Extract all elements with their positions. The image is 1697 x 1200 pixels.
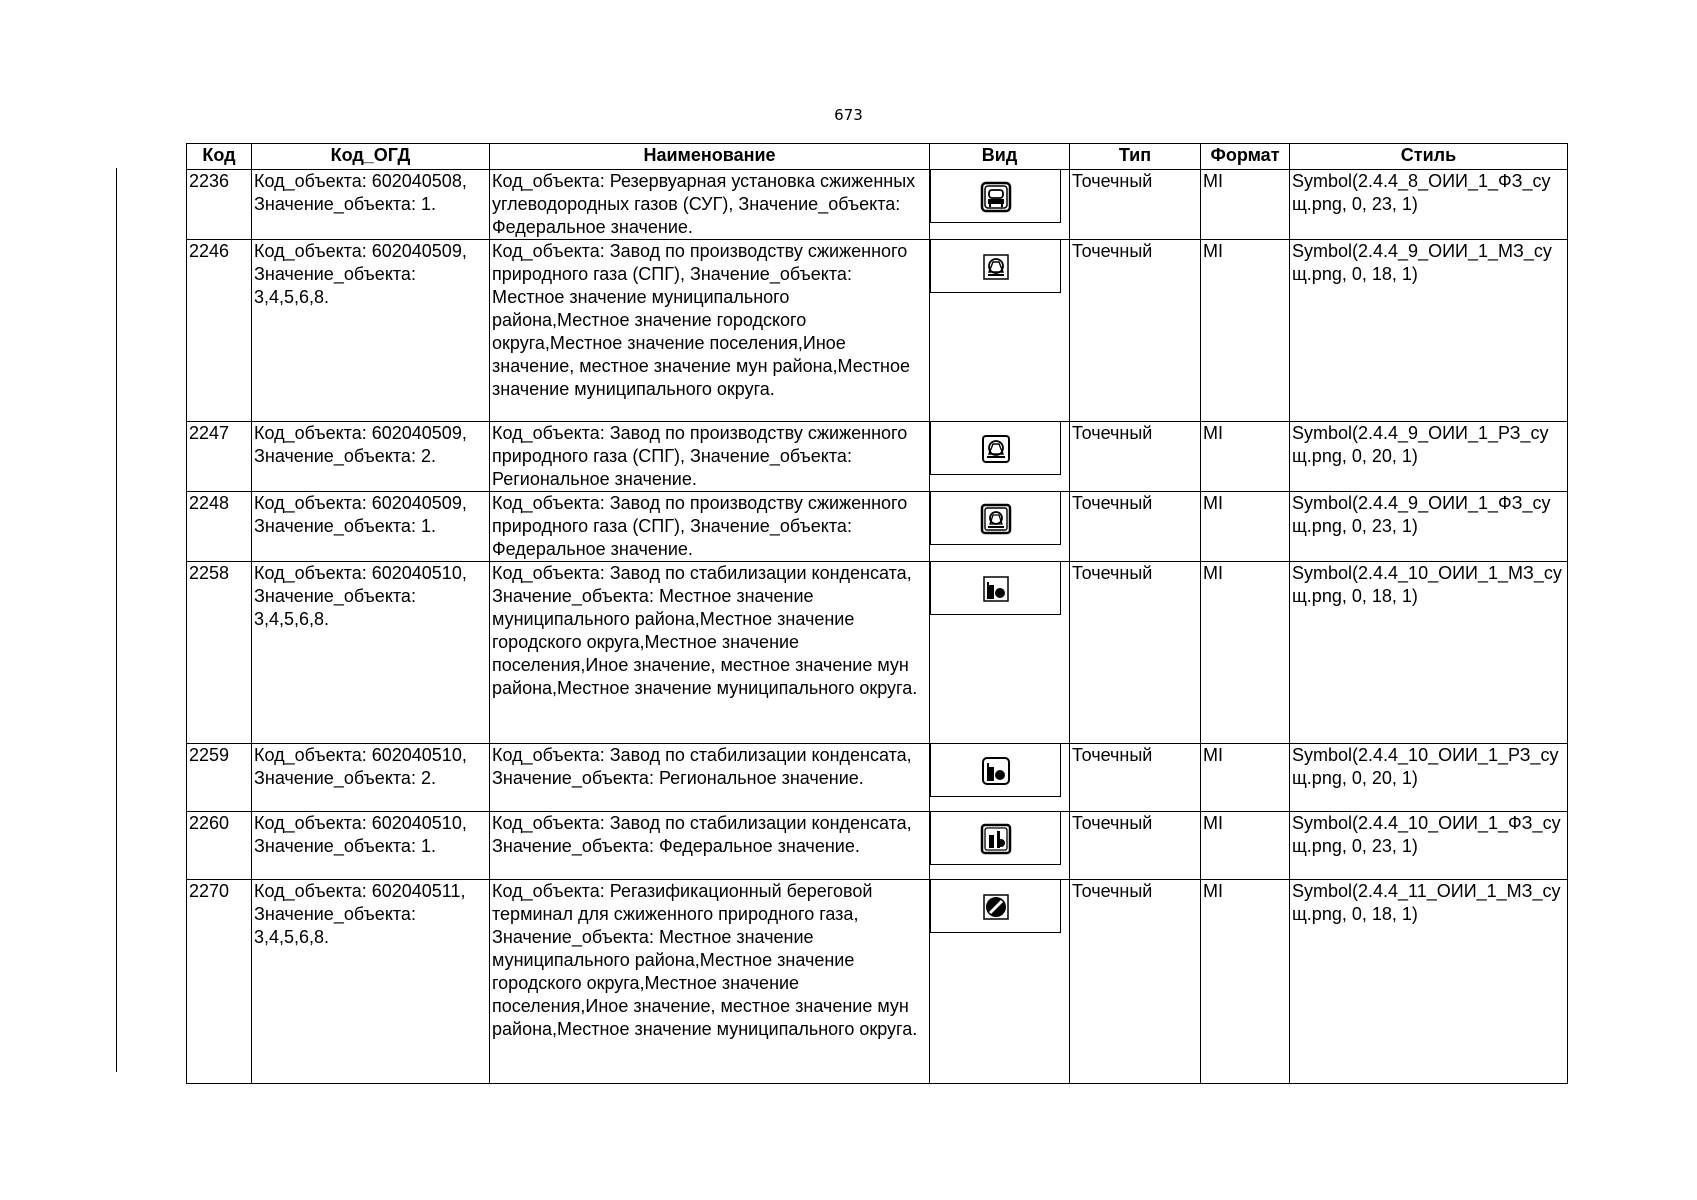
cell-kod: 2247 (187, 422, 252, 492)
symbol-frame (930, 562, 1061, 616)
cell-style: Symbol(2.4.4_8_ОИИ_1_ФЗ_сущ.png, 0, 23, 1) (1290, 170, 1568, 240)
cell-kod: 2248 (187, 492, 252, 562)
cell-tip: Точечный (1070, 422, 1201, 492)
cell-kod-ogd: Код_объекта: 602040510, Значение_объекта: 1. (252, 812, 490, 880)
table-row (187, 744, 1568, 812)
cell-format: MI (1201, 170, 1290, 240)
lng-plant-regional-icon (979, 432, 1013, 466)
cell-vid (930, 240, 1070, 422)
cell-kod: 2270 (187, 880, 252, 1084)
cell-format: MI (1201, 562, 1290, 744)
cell-kod-ogd: Код_объекта: 602040511, Значение_объекта: 3,4,5,6,8. (252, 880, 490, 1084)
cell-name: Код_объекта: Завод по производству сжиженного природного газа (СПГ), Значение_объекта: Федеральное значение. (490, 492, 930, 562)
header-kod-ogd: Код_ОГД (252, 144, 490, 170)
cell-vid (930, 492, 1070, 562)
cell-kod-ogd: Код_объекта: 602040510, Значение_объекта: 3,4,5,6,8. (252, 562, 490, 744)
table-row (187, 562, 1568, 744)
cell-vid (930, 744, 1070, 812)
cell-kod-ogd: Код_объекта: 602040510, Значение_объекта: 2. (252, 744, 490, 812)
table-row (187, 880, 1568, 1084)
cell-kod: 2260 (187, 812, 252, 880)
cell-kod: 2236 (187, 170, 252, 240)
page-number: 673 (834, 106, 863, 124)
table-row (187, 240, 1568, 422)
cell-kod-ogd: Код_объекта: 602040509, Значение_объекта: 1. (252, 492, 490, 562)
cell-format: MI (1201, 880, 1290, 1084)
cell-style: Symbol(2.4.4_10_ОИИ_1_МЗ_сущ.png, 0, 18, 1) (1290, 562, 1568, 744)
cell-tip: Точечный (1070, 170, 1201, 240)
cell-tip: Точечный (1070, 492, 1201, 562)
lng-plant-federal-icon (979, 502, 1013, 536)
cell-format: MI (1201, 744, 1290, 812)
header-format: Формат (1201, 144, 1290, 170)
cell-style: Symbol(2.4.4_9_ОИИ_1_МЗ_сущ.png, 0, 18, 1) (1290, 240, 1568, 422)
cell-format: MI (1201, 812, 1290, 880)
margin-line (116, 168, 117, 1072)
condensate-plant-regional-icon (979, 754, 1013, 788)
cell-name: Код_объекта: Завод по стабилизации конденсата, Значение_объекта: Региональное значение. (490, 744, 930, 812)
cell-format: MI (1201, 422, 1290, 492)
symbol-frame (930, 170, 1061, 224)
lpg-tank-installation-federal-icon (979, 180, 1013, 214)
cell-name: Код_объекта: Завод по производству сжиженного природного газа (СПГ), Значение_объекта: Региональное значение. (490, 422, 930, 492)
table-row (187, 492, 1568, 562)
symbol-frame (930, 744, 1061, 798)
cell-tip: Точечный (1070, 562, 1201, 744)
cell-tip: Точечный (1070, 880, 1201, 1084)
table-row (187, 170, 1568, 240)
cell-format: MI (1201, 492, 1290, 562)
cell-tip: Точечный (1070, 812, 1201, 880)
cell-vid (930, 562, 1070, 744)
cell-style: Symbol(2.4.4_10_ОИИ_1_РЗ_сущ.png, 0, 20, 1) (1290, 744, 1568, 812)
header-row (187, 144, 1568, 170)
symbol-frame (930, 240, 1061, 294)
cell-vid (930, 170, 1070, 240)
cell-name: Код_объекта: Резервуарная установка сжиженных углеводородных газов (СУГ), Значение_объекта: Федеральное значение. (490, 170, 930, 240)
cell-tip: Точечный (1070, 240, 1201, 422)
cell-kod: 2259 (187, 744, 252, 812)
cell-kod: 2246 (187, 240, 252, 422)
condensate-plant-local-icon (979, 572, 1013, 606)
cell-style: Symbol(2.4.4_9_ОИИ_1_РЗ_сущ.png, 0, 20, 1) (1290, 422, 1568, 492)
symbol-frame (930, 422, 1061, 476)
regasification-terminal-local-icon (979, 890, 1013, 924)
cell-vid (930, 880, 1070, 1084)
cell-style: Symbol(2.4.4_11_ОИИ_1_МЗ_сущ.png, 0, 18, 1) (1290, 880, 1568, 1084)
cell-name: Код_объекта: Регазификационный береговой терминал для сжиженного природного газа, Значение_объекта: Местное значение муниципального района,Местное значение городского округа,Местное значение поселения,Иное значение, местное значение мун района,Местное значение муниципального округа. (490, 880, 930, 1084)
cell-format: MI (1201, 240, 1290, 422)
symbol-frame (930, 492, 1061, 546)
cell-vid (930, 422, 1070, 492)
cell-tip: Точечный (1070, 744, 1201, 812)
cell-kod-ogd: Код_объекта: 602040509, Значение_объекта: 3,4,5,6,8. (252, 240, 490, 422)
header-style: Стиль (1290, 144, 1568, 170)
table-row (187, 812, 1568, 880)
cell-style: Symbol(2.4.4_9_ОИИ_1_ФЗ_сущ.png, 0, 23, 1) (1290, 492, 1568, 562)
table-row (187, 422, 1568, 492)
cell-vid (930, 812, 1070, 880)
condensate-plant-federal-icon (979, 822, 1013, 856)
cell-kod: 2258 (187, 562, 252, 744)
header-kod: Код (187, 144, 252, 170)
symbol-registry-table (186, 143, 1568, 1084)
cell-name: Код_объекта: Завод по стабилизации конденсата, Значение_объекта: Местное значение муниципального района,Местное значение городского округа,Местное значение поселения,Иное значение, местное значение мун района,Местное значение муниципального округа. (490, 562, 930, 744)
header-name: Наименование (490, 144, 930, 170)
symbol-frame (930, 880, 1061, 934)
symbol-frame (930, 812, 1061, 866)
cell-style: Symbol(2.4.4_10_ОИИ_1_ФЗ_сущ.png, 0, 23, 1) (1290, 812, 1568, 880)
lng-plant-local-icon (979, 250, 1013, 284)
cell-kod-ogd: Код_объекта: 602040508, Значение_объекта: 1. (252, 170, 490, 240)
cell-name: Код_объекта: Завод по стабилизации конденсата, Значение_объекта: Федеральное значение. (490, 812, 930, 880)
header-vid: Вид (930, 144, 1070, 170)
header-tip: Тип (1070, 144, 1201, 170)
cell-kod-ogd: Код_объекта: 602040509, Значение_объекта: 2. (252, 422, 490, 492)
cell-name: Код_объекта: Завод по производству сжиженного природного газа (СПГ), Значение_объекта: Местное значение муниципального района,Местное значение городского округа,Местное значение поселения,Иное значение, местное значение мун района,Местное значение муниципального округа. (490, 240, 930, 422)
